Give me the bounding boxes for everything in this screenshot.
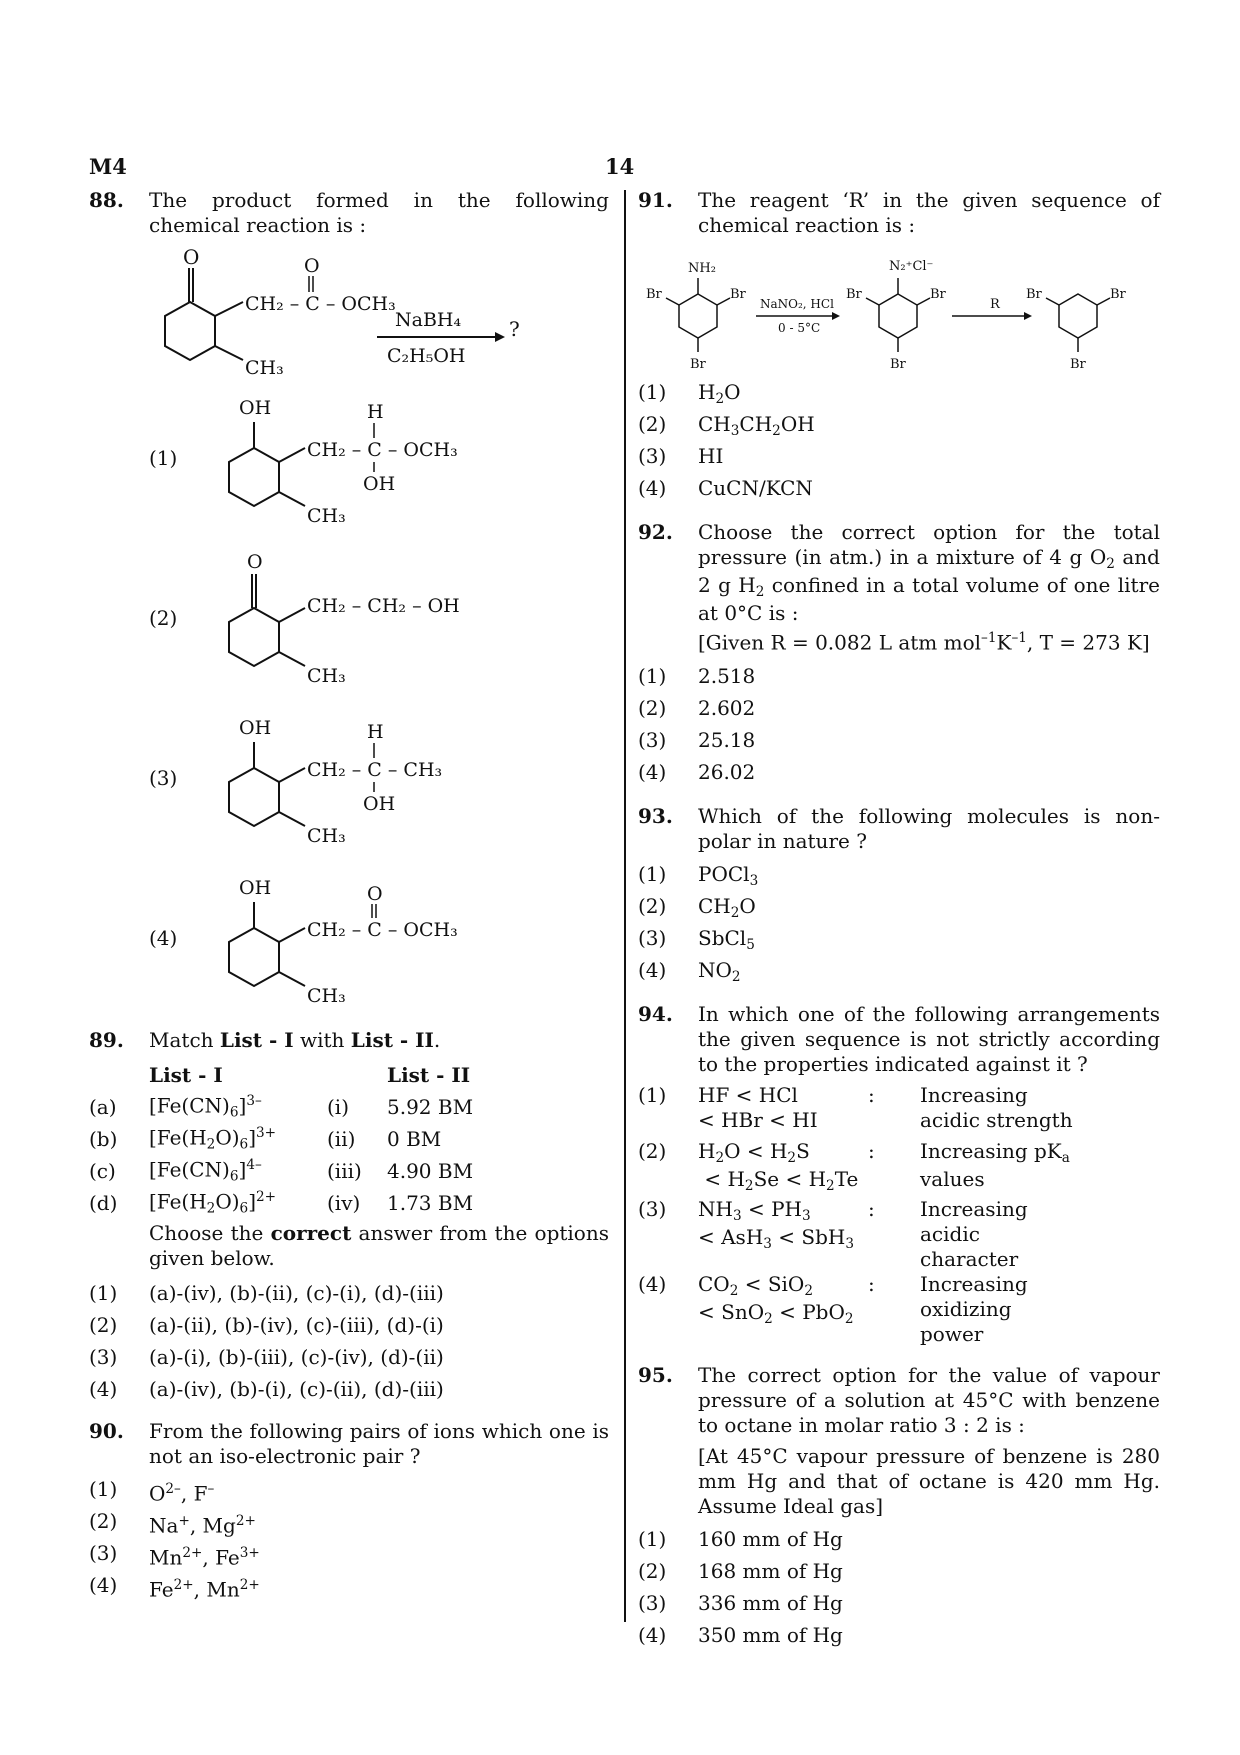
svg-text:OH: OH [239, 877, 272, 899]
option-93-4[interactable]: (4) $NO_2$ [638, 957, 741, 985]
svg-text:NaNO₂, HCl: NaNO₂, HCl [760, 297, 834, 311]
svg-text:H: H [367, 721, 384, 743]
svg-text:CH₃: CH₃ [307, 985, 346, 1007]
arrangement-options [638, 1083, 1080, 1347]
option-90-1[interactable]: (1) $O^{2-}$, F– [89, 1477, 215, 1506]
page-number: 14 [605, 154, 635, 179]
option-92-1[interactable]: (1) 2.518 [638, 663, 756, 688]
table-row: (a) $[Fe(CN)_6]^{3-}$ (i) 5.92 BM [89, 1092, 474, 1121]
question-text: In which one of the following arrangements the given sequence is not strictly according to the properties indicated against it ? [698, 1001, 1160, 1076]
svg-text:Br: Br [1026, 287, 1042, 302]
svg-text:CH₃: CH₃ [307, 665, 346, 687]
option-94-2[interactable]: (2) $H_2O < H_2S$ < $H_2Se < H_2Te$ : Increasing $pK_a$ values [638, 1138, 1070, 1194]
option-88-1[interactable] [149, 386, 609, 546]
question-95 [638, 1363, 1160, 1651]
question-text: Which of the following molecules is non-polar in nature ? [698, 803, 1160, 853]
match-table [89, 1059, 473, 1219]
list2-header: List - II [387, 1062, 471, 1087]
option-95-4[interactable]: (4) 350 mm of Hg [638, 1622, 843, 1647]
reaction-scheme-88 [145, 242, 605, 382]
methyl-group: CH₃ [245, 357, 284, 379]
svg-text:CH₂ – C – OCH₃: CH₂ – C – OCH₃ [307, 919, 458, 941]
svg-text:CH₂ – C – CH₃: CH₂ – C – CH₃ [307, 759, 443, 781]
option-89-3[interactable]: (3) (a)-(i), (b)-(iii), (c)-(iv), (d)-(ii) [89, 1345, 444, 1369]
option-89-1[interactable]: (1) (a)-(iv), (b)-(ii), (c)-(i), (d)-(iii) [89, 1281, 444, 1305]
option-90-4[interactable]: (4) $Fe^{2+}$, $Mn^{2+}$ [89, 1573, 260, 1602]
svg-text:CH₃: CH₃ [307, 505, 346, 527]
question-text: The product formed in the following chemical reaction is : [149, 188, 609, 237]
table-row: (c) $[Fe(CN)_6]^{4-}$ (iii) 4.90 BM [89, 1156, 474, 1185]
svg-text:Br: Br [846, 287, 862, 302]
question-text: Match List - I with List - II. [149, 1028, 441, 1052]
option-number: (1) [149, 446, 178, 470]
option-95-1[interactable]: (1) 160 mm of Hg [638, 1526, 843, 1551]
svg-text:O: O [367, 883, 383, 905]
svg-text:CH₂ – CH₂ – OH: CH₂ – CH₂ – OH [307, 595, 460, 617]
svg-text:CH₂ – C – OCH₃: CH₂ – C – OCH₃ [307, 439, 458, 461]
question-number: 94. [638, 1001, 673, 1026]
question-text: From the following pairs of ions which one is not an iso-electronic pair ? [149, 1419, 609, 1468]
option-88-3[interactable] [149, 706, 609, 866]
question-94 [638, 1002, 1160, 1347]
product-mark: ? [509, 317, 520, 341]
svg-text:O: O [247, 551, 263, 573]
svg-text:N₂⁺Cl⁻: N₂⁺Cl⁻ [889, 259, 934, 274]
option-92-3[interactable]: (3) 25.18 [638, 727, 756, 752]
svg-text:Br: Br [890, 357, 906, 372]
choose-instruction: Choose the correct answer from the options given below. [149, 1221, 609, 1270]
question-92 [638, 520, 1160, 788]
svg-text:OH: OH [239, 717, 272, 739]
column-divider [624, 190, 626, 1622]
option-91-1[interactable]: (1) $H_2O$ [638, 380, 741, 408]
svg-text:CH₃: CH₃ [307, 825, 346, 847]
svg-text:Br: Br [1110, 287, 1126, 302]
given-data: [Given R = 0.082 L atm $mol^{-1}K^{-1}$, T = 273 K] [698, 630, 1150, 655]
reagent-top: NaBH₄ [395, 309, 462, 331]
left-column [89, 188, 609, 1601]
question-text: The reagent ‘R’ in the given sequence of chemical reaction is : [698, 188, 1160, 237]
question-number: 91. [638, 188, 673, 212]
question-93 [638, 804, 1160, 986]
question-number: 93. [638, 803, 673, 828]
option-number: (2) [149, 606, 178, 630]
svg-text:Br: Br [690, 357, 706, 372]
option-92-4[interactable]: (4) 26.02 [638, 759, 756, 784]
structure-option-4 [209, 866, 609, 1026]
option-95-3[interactable]: (3) 336 mm of Hg [638, 1590, 843, 1615]
option-89-4[interactable]: (4) (a)-(iv), (b)-(i), (c)-(ii), (d)-(iii) [89, 1377, 444, 1401]
option-93-1[interactable]: (1) POCl$_3$ [638, 861, 759, 889]
svg-text:OH: OH [363, 793, 396, 815]
question-number: 89. [89, 1028, 124, 1052]
svg-text:Br: Br [646, 287, 662, 302]
option-91-3[interactable]: (3) HI [638, 444, 724, 468]
svg-text:Br: Br [930, 287, 946, 302]
option-number: (3) [149, 766, 178, 790]
option-93-3[interactable]: (3) SbCl$_5$ [638, 925, 755, 953]
given-data: [At 45°C vapour pressure of benzene is 280 mm Hg and that of octane is 420 mm Hg. Assume Ideal gas] [698, 1443, 1160, 1518]
ester-oxygen: O [304, 255, 320, 277]
carbonyl-oxygen: O [183, 245, 200, 269]
svg-text:H: H [367, 401, 384, 423]
svg-text:OH: OH [239, 397, 272, 419]
right-column [638, 188, 1160, 1651]
svg-text:NH₂: NH₂ [688, 261, 716, 276]
structure-option-3 [209, 706, 609, 866]
option-94-3[interactable]: (3) $NH_3 < PH_3$ < AsH$_3$ < SbH$_3$ : Increasing acidic character [638, 1196, 1028, 1271]
svg-text:0 - 5°C: 0 - 5°C [778, 321, 821, 335]
option-91-4[interactable]: (4) CuCN/KCN [638, 476, 813, 500]
question-90 [89, 1419, 609, 1601]
svg-text:OH: OH [363, 473, 396, 495]
option-95-2[interactable]: (2) 168 mm of Hg [638, 1558, 843, 1583]
structure-option-1 [209, 386, 609, 546]
question-number: 88. [89, 188, 124, 212]
option-90-2[interactable]: (2) Na+, $Mg^{2+}$ [89, 1509, 256, 1538]
option-90-3[interactable]: (3) $Mn^{2+}$, $Fe^{3+}$ [89, 1541, 260, 1570]
option-94-1[interactable]: (1) HF < HCl < HBr < HI : Increasing acidic strength [638, 1082, 1073, 1132]
list1-header: List - I [149, 1062, 223, 1087]
cyclohexane-ring [165, 302, 215, 360]
option-number: (4) [149, 926, 178, 950]
question-89 [89, 1028, 609, 1405]
question-91 [638, 188, 1160, 504]
question-text: The correct option for the value of vapour pressure of a solution at 45°C with benzene to octane in molar ratio 3 : 2 is : [698, 1362, 1160, 1437]
question-text: Choose the correct option for the total pressure (in atm.) in a mixture of 4 g $O_2$ and 2 g $H_2$ confined in a total volume of one litre at 0°C is : [698, 520, 1160, 626]
reaction-scheme-91 [638, 246, 1160, 376]
structure-option-2 [209, 546, 609, 706]
option-93-2[interactable]: (2) $CH_2O$ [638, 893, 756, 921]
svg-text:R: R [990, 297, 1000, 312]
question-number: 95. [638, 1362, 673, 1387]
side-chain: CH₂ – C – OCH₃ [245, 293, 396, 315]
question-number: 92. [638, 520, 673, 544]
booklet-code: M4 [89, 154, 127, 179]
reagent-bottom: C₂H₅OH [387, 345, 466, 367]
svg-text:Br: Br [730, 287, 746, 302]
option-89-2[interactable]: (2) (a)-(ii), (b)-(iv), (c)-(iii), (d)-(i) [89, 1313, 444, 1337]
option-91-2[interactable]: (2) $CH_3CH_2OH$ [638, 412, 815, 440]
option-88-2[interactable] [149, 546, 609, 706]
option-92-2[interactable]: (2) 2.602 [638, 695, 756, 720]
svg-text:Br: Br [1070, 357, 1086, 372]
table-row: (b) $[Fe(H_2O)_6]^{3+}$ (ii) 0 BM [89, 1124, 442, 1153]
question-88 [89, 188, 609, 1026]
table-row: (d) $[Fe(H_2O)_6]^{2+}$ (iv) 1.73 BM [89, 1188, 474, 1217]
question-number: 90. [89, 1419, 124, 1443]
option-94-4[interactable]: (4) $CO_2 < SiO_2$ < SnO$_2$ < PbO$_2$ : Increasing oxidizing power [638, 1271, 1028, 1346]
option-88-4[interactable] [149, 866, 609, 1026]
